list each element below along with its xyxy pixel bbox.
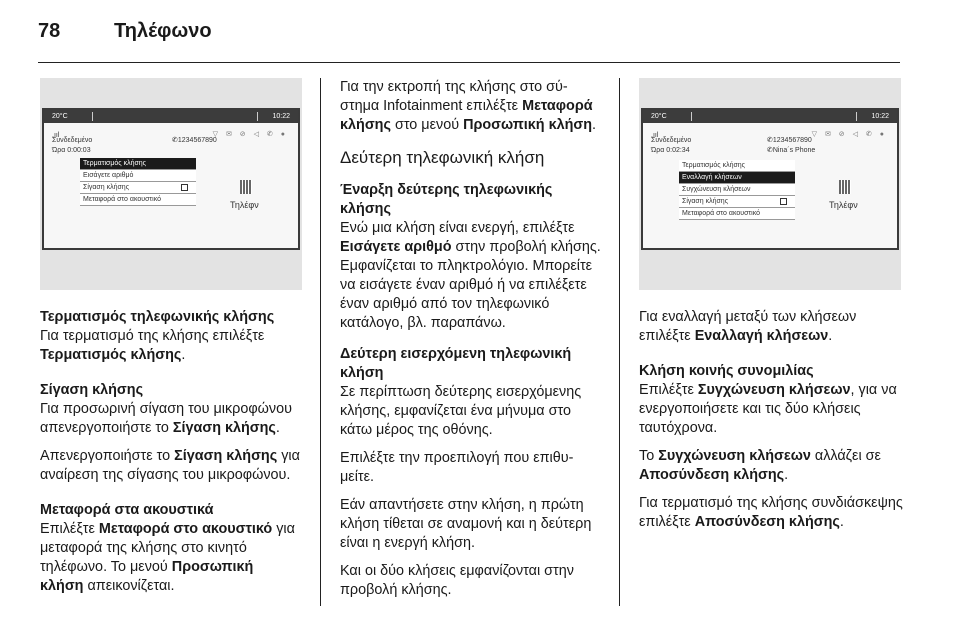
- status-icons: ▽ ✉ ⊘ ◁ ✆ ●: [212, 131, 288, 138]
- column-3: 20°C 10:22 .ııl ▽ ✉ ⊘ ◁ ✆ ● Συνδεδεμένο Ώρα 0:02:34 ✆1234567890 ✆Nina´s Phone Τερματισμός κλήσης Εναλλαγή κλήσεων Συγχώνευση κλήσεων Σίγαση κλήσης Μεταφορά στο ακουστικό Τηλέφν Για εναλλαγή μεταξύ των κλήσεων επιλέξτε Εναλλαγή κλήσεων. Κλήση κοινής συνομιλίας Επιλέξτε Συγχώνευση κλήσεων, για να ενεργοποιήσετε και τις δύο κλήσεις ταυτόχρονα. Το Συγχώνευση κλήσεων αλλάζει σε Αποσύνδεση κλήσης. Για τερματισμό της κλήσης συνδιάσκεψης επιλέξτε Αποσύνδεση κλήσης.: [639, 78, 903, 541]
- page-header: [38, 18, 900, 63]
- screen-topbar: [643, 110, 897, 123]
- paragraph: Εάν απαντήσετε στην κλήση, η πρώτη κλήση τίθεται σε αναμονή και η δεύτερη είναι η ενεργή κλήση.: [340, 497, 592, 551]
- checkbox-icon: [780, 198, 787, 205]
- section-heading: Έναρξη δεύτερης τηλεφωνικής κλήσης: [340, 182, 553, 217]
- menu-item-transfer-handset[interactable]: Μεταφορά στο ακουστικό: [679, 208, 795, 220]
- screen-topbar: [44, 110, 298, 123]
- status-icons: ▽ ✉ ⊘ ◁ ✆ ●: [811, 131, 887, 138]
- column-2: Για την εκτροπή της κλήσης στο σύστημα Infotainment επιλέξτε Μεταφορά κλήσης στο μενού Προσωπική κλήση. Δεύτερη τηλεφωνική κλήση Έναρξη δεύτερης τηλεφωνικής κλήσης Ενώ μια κλήση είναι ενεργή, επιλέξτε Εισάγετε αριθμό στην προβολή κλήσης. Εμφανίζεται το πληκτρολόγιο. Μπορείτε να εισάγετε έναν αριθμό ή να επιλέξετε έναν αριθμό από τον τηλεφωνικό κατάλογο, βλ. παραπάνω. Δεύτερη εισερχόμενη τηλεφωνική κλήση Σε περίπτωση δεύτερης εισερχόμενης κλήσης, εμφανίζεται ένα μήνυμα στο κάτω μέρος της οθόνης. Επιλέξτε την προεπιλογή που επιθυμείτε. Εάν απαντήσετε στην κλήση, η πρώτη κλήση τίθεται σε αναμονή και η δεύτερη είναι η ενεργή κλήση. Και οι δύο κλήσεις εμφανίζονται στην προβολή κλήσης.: [340, 79, 601, 598]
- section-heading: Τερματισμός τηλεφωνικής κλήσης: [40, 309, 275, 325]
- menu-item-swap-calls[interactable]: Εναλλαγή κλήσεων: [679, 172, 795, 184]
- phone-label: Τηλέφν: [829, 200, 858, 210]
- section-heading: Σίγαση κλήσης: [40, 382, 144, 398]
- menu-item-transfer-handset[interactable]: Μεταφορά στο ακουστικό: [80, 194, 196, 206]
- caller-numbers: ✆1234567890 ✆Nina´s Phone: [767, 137, 816, 154]
- signal-icon: .ııl: [52, 132, 60, 139]
- infotainment-screen: [42, 108, 300, 250]
- call-menu: [679, 160, 795, 220]
- temperature: 20°C: [52, 113, 68, 120]
- section-heading: Κλήση κοινής συνομιλίας: [639, 363, 814, 379]
- column-1: 20°C 10:22 .ııl ▽ ✉ ⊘ ◁ ✆ ● Συνδεδεμένο Ώρα 0:00:03 ✆1234567890 Τερματισμός κλήσης Εισάγετε αριθμό Σίγαση κλήσης Μεταφορά στο ακουστικό Τηλέφν Τερματισμός τηλεφωνικής κλήσης Για τερματισμό της κλήσης επιλέξτε Τερματισμός κλήσης. Σίγαση κλήσης Για προσωρινή σίγαση του μικροφώνου απενεργοποιήστε το Σίγαση κλήσης. Απενεργοποιήστε το Σίγαση κλήσης για αναίρεση της σίγασης του μικροφώνου. Μεταφορά στα ακουστικά Επιλέξτε Μεταφορά στο ακουστικό για μεταφορά της κλήσης στο κινητό τηλέφωνο. Το μενού Προσωπική κλήση απεικονίζεται.: [40, 78, 300, 605]
- screenshot-figure-1: [40, 78, 302, 290]
- menu-item-mute-call[interactable]: Σίγαση κλήσης: [679, 196, 795, 208]
- paragraph: Επιλέξτε την προεπιλογή που επιθυμείτε.: [340, 450, 574, 485]
- page-title: Τηλέφωνο: [114, 20, 212, 42]
- menu-item-end-call[interactable]: Τερματισμός κλήσης: [679, 160, 795, 172]
- screenshot-figure-2: [639, 78, 901, 290]
- section-heading: Δεύτερη εισερχόμενη τηλεφωνική κλήση: [340, 346, 572, 381]
- column-divider: [320, 78, 321, 606]
- caller-number: ✆1234567890: [172, 137, 217, 144]
- menu-item-enter-number[interactable]: Εισάγετε αριθμό: [80, 170, 196, 182]
- menu-item-mute-call[interactable]: Σίγαση κλήσης: [80, 182, 196, 194]
- handset-icon: ✆: [767, 147, 773, 154]
- menu-item-merge-calls[interactable]: Συγχώνευση κλήσεων: [679, 184, 795, 196]
- handset-icon: ✆: [767, 137, 773, 144]
- clock: 10:22: [871, 113, 889, 120]
- section-heading: Μεταφορά στα ακουστικά: [40, 502, 214, 518]
- checkbox-icon: [181, 184, 188, 191]
- temperature: 20°C: [651, 113, 667, 120]
- phone-icon: [839, 180, 851, 194]
- menu-item-end-call[interactable]: Τερματισμός κλήσης: [80, 158, 196, 170]
- clock: 10:22: [272, 113, 290, 120]
- phone-label: Τηλέφν: [230, 200, 259, 210]
- section-title: Δεύτερη τηλεφωνική κλήση: [340, 148, 545, 167]
- page-number: 78: [38, 20, 61, 42]
- paragraph: Και οι δύο κλήσεις εμφανίζονται στην προβολή κλήσης.: [340, 563, 574, 598]
- signal-icon: .ııl: [651, 132, 659, 139]
- call-status: Συνδεδεμένο Ώρα 0:02:34: [651, 137, 692, 154]
- handset-icon: ✆: [172, 137, 178, 144]
- call-status: Συνδεδεμένο Ώρα 0:00:03: [52, 137, 93, 154]
- call-menu: [80, 158, 196, 206]
- phone-icon: [240, 180, 252, 194]
- column-divider: [619, 78, 620, 606]
- infotainment-screen: [641, 108, 899, 250]
